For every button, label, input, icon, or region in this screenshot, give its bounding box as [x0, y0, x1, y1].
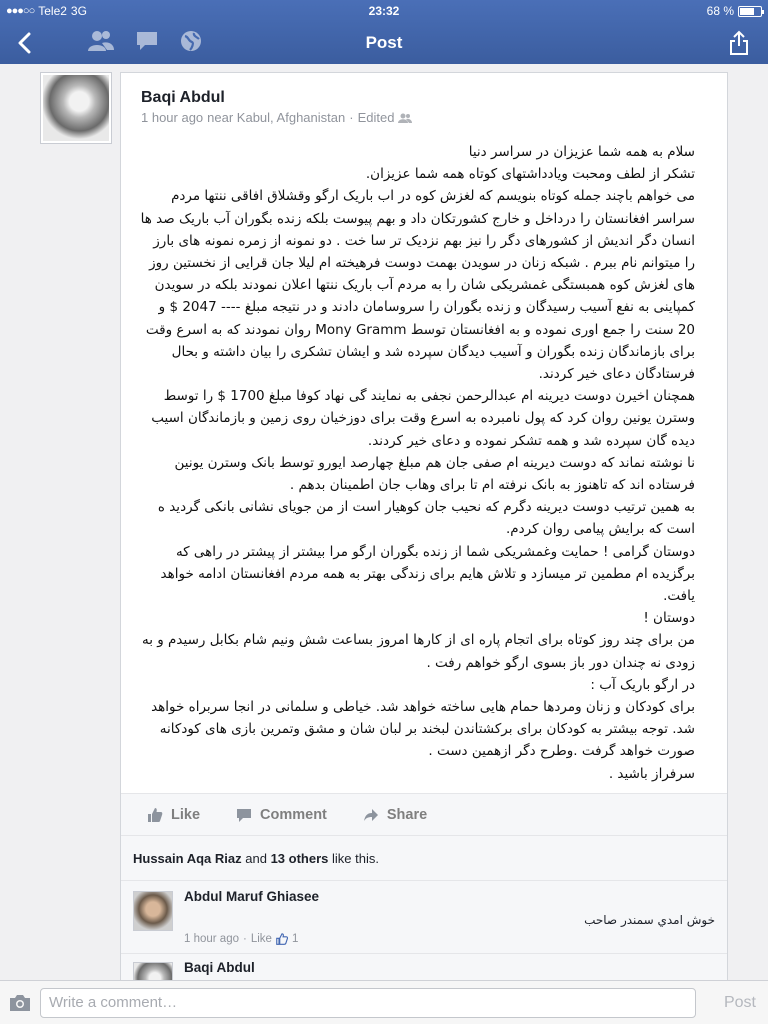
likes-others-count[interactable]: 13 others	[270, 851, 329, 866]
likes-summary[interactable]	[121, 835, 727, 881]
liker-name[interactable]: Hussain Aqa Riaz	[133, 851, 242, 866]
likes-suffix: like this.	[332, 851, 379, 866]
back-button[interactable]	[4, 23, 44, 63]
network-type: 3G	[70, 4, 87, 18]
page-title: Post	[365, 33, 403, 52]
like-label: Like	[171, 806, 201, 823]
camera-button[interactable]	[0, 994, 40, 1012]
thumbs-up-icon	[276, 933, 288, 945]
comment-icon	[236, 807, 252, 823]
share-arrow-icon	[363, 807, 379, 823]
comment-time: 1 hour ago	[184, 933, 239, 945]
separator-dot: ·	[243, 933, 247, 945]
post-comment-button[interactable]: Post	[723, 993, 756, 1011]
battery-percent: 68 %	[706, 4, 734, 18]
post-meta	[141, 110, 412, 125]
comment-input[interactable]	[40, 988, 696, 1018]
separator-dot: ·	[349, 110, 354, 125]
comment-label: Comment	[260, 806, 327, 823]
comment-like-link[interactable]: Like	[250, 933, 272, 945]
like-button[interactable]	[147, 807, 200, 823]
comment-composer	[0, 980, 768, 1024]
author-avatar[interactable]	[40, 72, 112, 144]
share-icon	[729, 30, 749, 56]
post-actions	[121, 793, 727, 835]
chevron-left-icon	[17, 32, 31, 54]
signal-strength: ●●●○○	[6, 5, 35, 17]
comment-button[interactable]	[236, 807, 327, 823]
post-card	[120, 72, 728, 1024]
navigation-bar	[0, 22, 768, 64]
commenter-name[interactable]: Abdul Maruf Ghiasee	[184, 889, 320, 904]
status-bar	[0, 0, 768, 22]
notifications-globe-icon[interactable]	[180, 30, 202, 57]
share-export-button[interactable]	[724, 28, 754, 58]
share-label: Share	[386, 806, 428, 823]
post-author[interactable]: Baqi Abdul	[141, 89, 225, 106]
commenter-name[interactable]: Baqi Abdul	[184, 960, 255, 975]
commenter-avatar[interactable]	[133, 891, 173, 931]
battery-icon	[738, 6, 762, 17]
comment-meta	[184, 933, 298, 945]
messages-icon[interactable]	[136, 30, 158, 57]
top-bar	[0, 0, 768, 64]
friends-privacy-icon[interactable]	[398, 113, 412, 123]
comment-item	[121, 881, 727, 953]
comment-like-count: 1	[291, 933, 299, 945]
post-body: سلام به همه شما عزیزان در سراسر دنیا تشکر از لطف ومحبت ویادداشتهای کوتاه همه شما عزیزان. می خواهم باچند جمله کوتاه بنویسم که لغزش کوه در اب باریک ارگو وقشلاق افاقی ننتها مردم سراسر افغانستان را درداخل و خارج کشورتکان داد و بهم پیوست بلکه زنده بگوران آب باریک صد ها انسان دگر اندیش از کشورهای دگر را نیز بهم نزدیک تر سا خت . دو نمونه از زمره نمونه های بارز را میتوانم نام ببرم . شبکه زنان در سویدن بهمت دوست فرهیخته ام لیلا جان قرایی از نخستین روز های لغزش کوه همبستگی غمشریکی شان را به مردم آب باریک ننتها اعلان نمودند بلکه در سویدن کمپاینی به نفع آسیب رسیدگان و زنده بگوران را سروسامان دادند و در نتیجه مبلغ ---- 2047 $ و 20 سنت را جمع اوری نموده و به افغانستان توسط Mony Gramm روان نمودند که به اسرع وقت برای بازماندگان زنده بگوران و آسیب دیدگان سپرده شد و ایشان تشکری را بیان داشته و بحال فرستادگان دعای خیر کردند. همچنان اخیرن دوست دیرینه ام عبدالرحمن نجفی به نمایند گی نهاد کوفا مبلغ 1700 $ را توسط وسترن یونین روان کرد که پول نامبرده به اسرع وقت برای دوزخیان روی زمین و بازماندگان اسیب دیده گان سپرده شد و همه تشکر نموده و دعای خیر کردند. نا نوشته نماند که دوست دیرینه ام صفی جان هم مبلغ چهارصد ایورو توسط بانک وسترن یونین فرستاده اند که تاهنوز به بانک نرفته ام تا برای وهاب جان اطمینان بدهم . به همین ترتیب دوست دیرینه دگرم که نحیب جان کوهیار است از من جویای نشانی بانکی گردید ه است که برایش پیامی روان کردم. دوستان گرامی ! حمایت وغمشریکی شما از زنده بگوران ارگو مرا بیشتر از پیشتر در راهی که برگزیده ام مطمین تر میسازد و تلاش هایم برای زندگی بهتر به همه مردم افغانستان ادامه خواهد یافت. دوستان ! من برای چند روز کوتاه برای اتجام پاره ای از کارها امروز بساعت شش ونیم شام بکابل رسیدم و به زودی نه چندان دور باز بسوی ارگو خواهم رفت . در ارگو باریک آب : برای کودکان و زنان ومردها حمام هایی ساخته خواهد شد. خیاطی و سلمانی در انجا سربراه خواهد شد. توجه بیشتر به کودکان برای برکشتاندن لبخند بر لبان شان و مشق وتمرین بازی های کودکانه صورت خواهد گرفت .وطرح دگر ازهمین دست . سرفراز باشید .	[140, 144, 695, 782]
post-time[interactable]: 1 hour ago	[141, 110, 204, 125]
carrier-name: Tele2	[38, 4, 67, 18]
thumbs-up-icon	[147, 807, 163, 823]
camera-icon	[8, 994, 32, 1012]
share-button[interactable]	[363, 807, 427, 823]
post-location[interactable]: near Kabul, Afghanistan	[207, 110, 346, 125]
likes-and: and	[245, 851, 267, 866]
clock: 23:32	[368, 4, 400, 18]
post-edited[interactable]: Edited	[357, 110, 395, 125]
friend-requests-icon[interactable]	[88, 30, 114, 57]
comment-text: خوش امدي سمندر صاحب	[584, 913, 715, 927]
